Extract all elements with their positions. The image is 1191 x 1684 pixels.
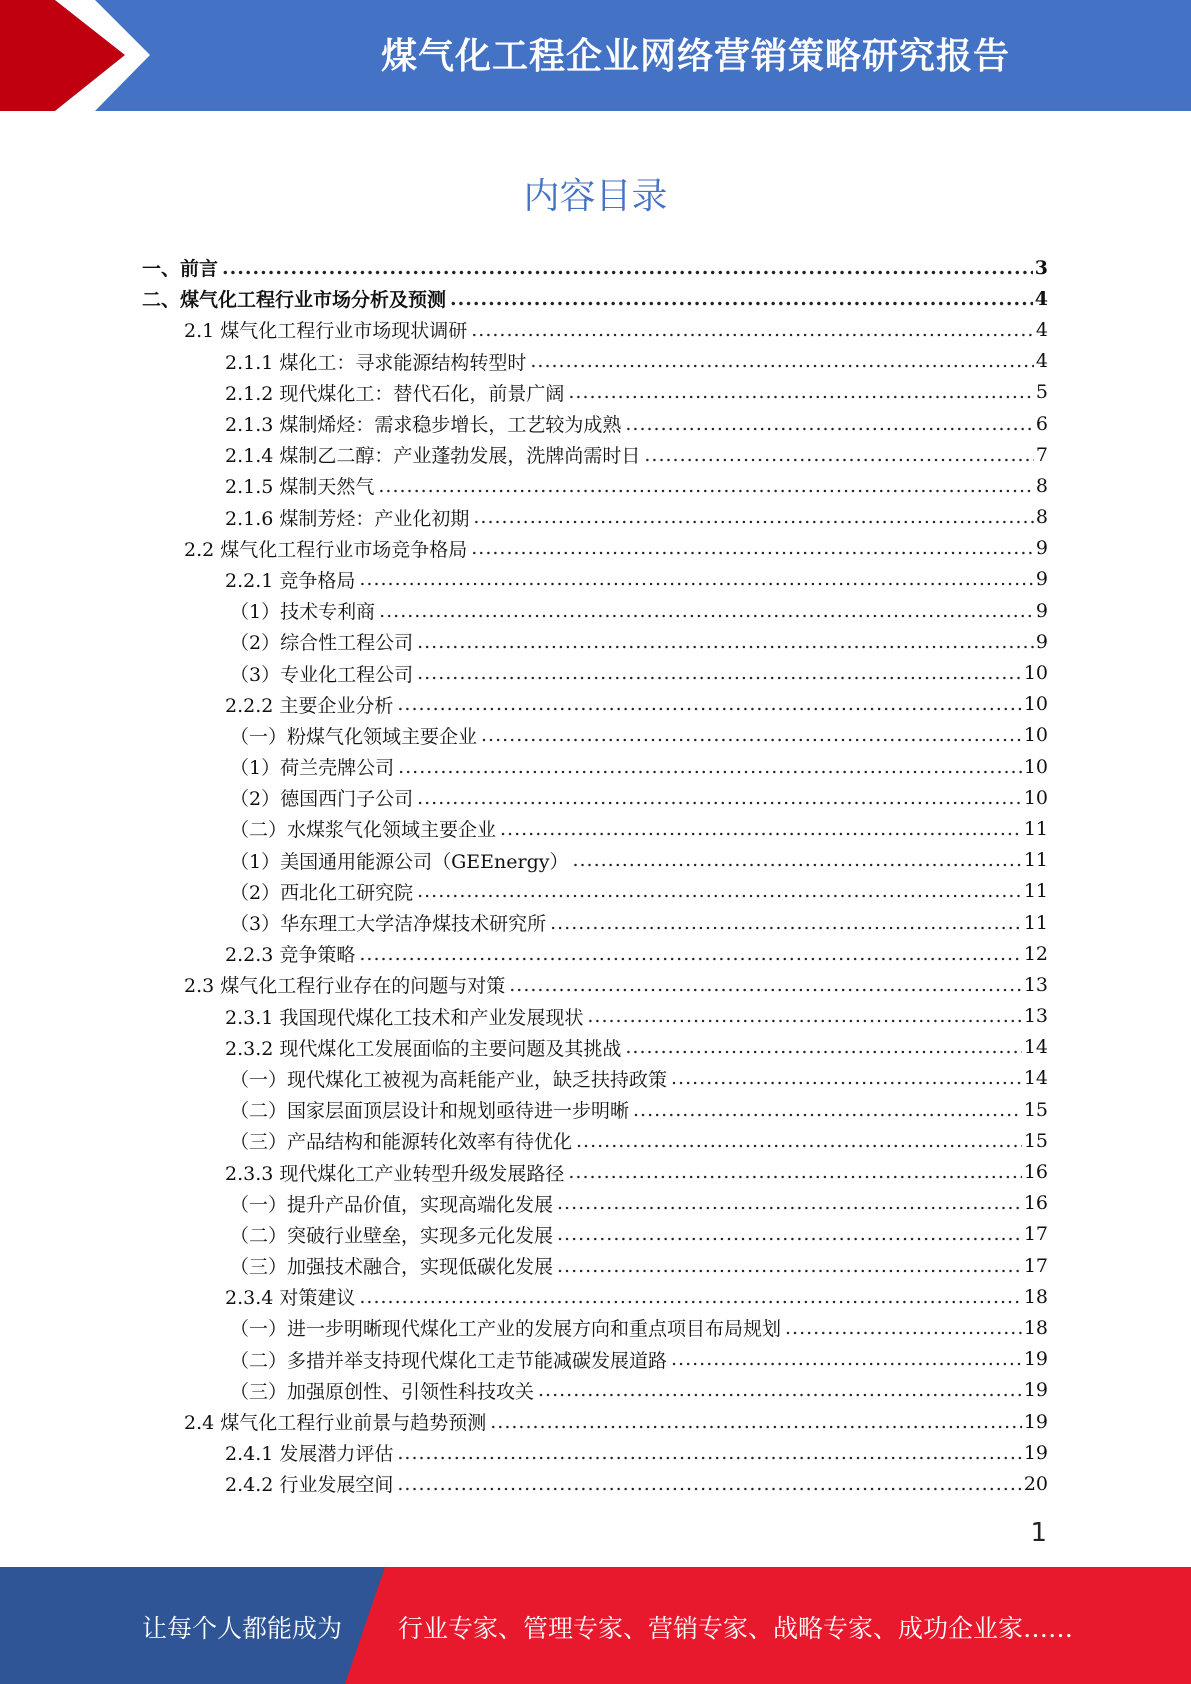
- toc-entry-label: （3）专业化工程公司: [230, 660, 417, 687]
- toc-leader-dots: [398, 756, 1022, 778]
- toc-leader-dots: [671, 1348, 1022, 1370]
- toc-leader-dots: [378, 475, 1034, 497]
- table-of-contents: [142, 252, 1048, 1500]
- toc-entry-label: 2.3 煤气化工程行业存在的问题与对策: [184, 971, 509, 998]
- footer-slogan-right: 行业专家、管理专家、营销专家、战略专家、成功企业家……: [398, 1614, 1074, 1643]
- toc-leader-dots: [576, 1130, 1022, 1152]
- toc-entry[interactable]: [142, 1156, 1048, 1187]
- header-band: [0, 0, 1191, 111]
- toc-entry-label: （三）加强原创性、引领性科技攻关: [230, 1377, 538, 1404]
- toc-leader-dots: [500, 818, 1022, 840]
- toc-leader-dots: [490, 1411, 1022, 1433]
- toc-entry-label: （3）华东理工大学洁净煤技术研究所: [230, 909, 550, 936]
- toc-entry-label: （2）综合性工程公司: [230, 628, 417, 655]
- toc-entry-label: （二）多措并举支持现代煤化工走节能减碳发展道路: [230, 1346, 671, 1373]
- toc-entry-page: 3: [1034, 256, 1048, 279]
- toc-leader-dots: [530, 350, 1034, 372]
- toc-leader-dots: [557, 1223, 1022, 1245]
- toc-entry[interactable]: [142, 1188, 1048, 1219]
- toc-entry[interactable]: [142, 377, 1048, 408]
- toc-entry-page: 4: [1034, 287, 1048, 310]
- toc-entry-label: （一）粉煤气化领域主要企业: [230, 722, 481, 749]
- toc-entry-page: 16: [1023, 1192, 1048, 1215]
- toc-entry-page: 10: [1023, 755, 1048, 778]
- toc-entry-label: 2.2.1 竞争格局: [225, 566, 359, 593]
- toc-entry[interactable]: [142, 1032, 1048, 1063]
- toc-entry[interactable]: [142, 1312, 1048, 1343]
- toc-entry[interactable]: [142, 969, 1048, 1000]
- toc-entry-label: （二）国家层面顶层设计和规划亟待进一步明晰: [230, 1096, 633, 1123]
- toc-entry-page: 8: [1035, 474, 1048, 497]
- page-number: 1: [1030, 1518, 1047, 1548]
- toc-entry[interactable]: [142, 938, 1048, 969]
- toc-entry-page: 18: [1023, 1285, 1048, 1308]
- toc-entry-page: 17: [1023, 1223, 1048, 1246]
- toc-leader-dots: [633, 1099, 1022, 1121]
- toc-entry-label: 2.1.1 煤化工：寻求能源结构转型时: [225, 348, 530, 375]
- toc-entry[interactable]: [142, 876, 1048, 907]
- toc-entry-label: 2.3.4 对策建议: [225, 1283, 359, 1310]
- toc-entry-label: （1）美国通用能源公司（GEEnergy）: [230, 847, 572, 874]
- toc-entry[interactable]: [142, 626, 1048, 657]
- toc-entry-page: 15: [1023, 1098, 1048, 1121]
- toc-entry-label: （一）现代煤化工被视为高耗能产业，缺乏扶持政策: [230, 1065, 671, 1092]
- toc-entry[interactable]: [142, 314, 1048, 345]
- toc-leader-dots: [557, 1255, 1022, 1277]
- toc-entry-page: 13: [1023, 973, 1048, 996]
- toc-entry-label: 一、前言: [142, 254, 222, 281]
- toc-leader-dots: [644, 444, 1034, 466]
- toc-entry-page: 19: [1023, 1410, 1048, 1433]
- toc-entry-label: （二）突破行业壁垒，实现多元化发展: [230, 1221, 557, 1248]
- toc-leader-dots: [397, 693, 1021, 715]
- toc-entry[interactable]: [142, 1375, 1048, 1406]
- toc-leader-dots: [359, 568, 1034, 590]
- report-title: 煤气化工程企业网络营销策略研究报告: [380, 36, 1010, 77]
- toc-leader-dots: [568, 381, 1034, 403]
- toc-entry-label: 2.4.1 发展潜力评估: [225, 1439, 397, 1466]
- toc-entry-page: 19: [1023, 1441, 1048, 1464]
- toc-entry-label: 2.1.4 煤制乙二醇：产业蓬勃发展，洗牌尚需时日: [225, 441, 644, 468]
- footer-band: [0, 1567, 1191, 1684]
- toc-entry-page: 6: [1035, 412, 1048, 435]
- toc-entry-label: （二）水煤浆气化领域主要企业: [230, 815, 500, 842]
- toc-entry-page: 16: [1023, 1161, 1048, 1184]
- toc-entry-page: 10: [1023, 662, 1048, 685]
- toc-entry-page: 13: [1023, 1005, 1048, 1028]
- toc-leader-dots: [359, 1286, 1021, 1308]
- toc-entry-page: 9: [1035, 599, 1048, 622]
- toc-leader-dots: [625, 1036, 1021, 1058]
- toc-entry-page: 4: [1035, 318, 1048, 341]
- toc-entry-label: 2.1 煤气化工程行业市场现状调研: [184, 316, 471, 343]
- toc-leader-dots: [417, 880, 1022, 902]
- toc-leader-dots: [397, 1442, 1021, 1464]
- toc-entry-label: 2.1.6 煤制芳烃：产业化初期: [225, 504, 473, 531]
- toc-entry[interactable]: [142, 907, 1048, 938]
- toc-entry-page: 19: [1023, 1379, 1048, 1402]
- toc-entry-label: 2.4.2 行业发展空间: [225, 1470, 397, 1497]
- toc-entry-label: （2）德国西门子公司: [230, 784, 417, 811]
- toc-entry[interactable]: [142, 813, 1048, 844]
- toc-entry[interactable]: [142, 1250, 1048, 1281]
- toc-entry-page: 14: [1023, 1036, 1048, 1059]
- toc-leader-dots: [417, 662, 1022, 684]
- toc-entry[interactable]: [142, 657, 1048, 688]
- toc-entry[interactable]: [142, 782, 1048, 813]
- toc-entry[interactable]: [142, 1125, 1048, 1156]
- toc-entry[interactable]: [142, 720, 1048, 751]
- toc-entry-label: 2.2.3 竞争策略: [225, 940, 359, 967]
- toc-entry-page: 8: [1035, 506, 1048, 529]
- toc-entry[interactable]: [142, 1281, 1048, 1312]
- toc-leader-dots: [538, 1379, 1022, 1401]
- toc-leader-dots: [557, 1192, 1022, 1214]
- toc-entry-label: （三）加强技术融合，实现低碳化发展: [230, 1252, 557, 1279]
- toc-entry[interactable]: [142, 346, 1048, 377]
- toc-entry[interactable]: [142, 252, 1048, 283]
- toc-entry[interactable]: [142, 283, 1048, 314]
- toc-leader-dots: [359, 943, 1021, 965]
- toc-leader-dots: [379, 600, 1034, 622]
- toc-entry[interactable]: [142, 1063, 1048, 1094]
- toc-leader-dots: [671, 1067, 1022, 1089]
- toc-entry-label: 2.1.5 煤制天然气: [225, 472, 378, 499]
- toc-entry-page: 5: [1035, 381, 1048, 404]
- toc-entry[interactable]: [142, 751, 1048, 782]
- toc-entry[interactable]: [142, 408, 1048, 439]
- toc-leader-dots: [417, 631, 1034, 653]
- toc-entry-page: 10: [1023, 693, 1048, 716]
- toc-entry-page: 20: [1023, 1472, 1048, 1495]
- toc-entry-label: （2）西北化工研究院: [230, 878, 417, 905]
- toc-entry[interactable]: [142, 1094, 1048, 1125]
- toc-leader-dots: [568, 1161, 1021, 1183]
- toc-leader-dots: [450, 288, 1033, 310]
- footer-slogan-left: 让每个人都能成为: [142, 1614, 343, 1643]
- toc-entry-page: 11: [1023, 911, 1048, 934]
- toc-entry-page: 11: [1023, 849, 1048, 872]
- toc-entry-label: 2.2 煤气化工程行业市场竞争格局: [184, 535, 471, 562]
- toc-leader-dots: [417, 787, 1022, 809]
- toc-entry[interactable]: [142, 1406, 1048, 1437]
- toc-leader-dots: [397, 1473, 1021, 1495]
- toc-entry-page: 17: [1023, 1254, 1048, 1277]
- toc-leader-dots: [481, 724, 1022, 746]
- toc-entry-page: 4: [1035, 350, 1048, 373]
- toc-entry[interactable]: [142, 533, 1048, 564]
- toc-entry[interactable]: [142, 595, 1048, 626]
- toc-entry-label: （一）提升产品价值，实现高端化发展: [230, 1190, 557, 1217]
- toc-leader-dots: [222, 257, 1033, 279]
- toc-leader-dots: [471, 319, 1034, 341]
- toc-entry-label: 2.3.1 我国现代煤化工技术和产业发展现状: [225, 1003, 587, 1030]
- toc-entry[interactable]: [142, 845, 1048, 876]
- toc-entry[interactable]: [142, 564, 1048, 595]
- toc-entry[interactable]: [142, 689, 1048, 720]
- toc-entry[interactable]: [142, 502, 1048, 533]
- toc-entry-page: 19: [1023, 1348, 1048, 1371]
- toc-entry-label: （一）进一步明晰现代煤化工产业的发展方向和重点项目布局规划: [230, 1314, 785, 1341]
- toc-entry-page: 9: [1035, 568, 1048, 591]
- toc-entry-label: 2.3.2 现代煤化工发展面临的主要问题及其挑战: [225, 1034, 625, 1061]
- toc-entry-label: 二、煤气化工程行业市场分析及预测: [142, 285, 450, 312]
- toc-entry-label: 2.1.2 现代煤化工：替代石化，前景广阔: [225, 379, 568, 406]
- toc-entry[interactable]: [142, 470, 1048, 501]
- toc-leader-dots: [473, 506, 1034, 528]
- toc-entry[interactable]: [142, 1437, 1048, 1468]
- toc-entry[interactable]: [142, 1001, 1048, 1032]
- toc-entry-page: 9: [1035, 537, 1048, 560]
- toc-entry[interactable]: [142, 1219, 1048, 1250]
- toc-entry-page: 15: [1023, 1129, 1048, 1152]
- toc-leader-dots: [587, 1005, 1021, 1027]
- toc-entry-label: （1）技术专利商: [230, 597, 379, 624]
- toc-entry-page: 7: [1035, 443, 1048, 466]
- toc-entry[interactable]: [142, 1344, 1048, 1375]
- toc-entry-page: 11: [1023, 817, 1048, 840]
- toc-entry-label: 2.3.3 现代煤化工产业转型升级发展路径: [225, 1159, 568, 1186]
- toc-entry-page: 10: [1023, 786, 1048, 809]
- toc-leader-dots: [572, 849, 1021, 871]
- toc-entry-label: 2.4 煤气化工程行业前景与趋势预测: [184, 1408, 490, 1435]
- toc-leader-dots: [550, 912, 1022, 934]
- toc-entry[interactable]: [142, 1468, 1048, 1499]
- toc-heading: 内容目录: [523, 176, 668, 217]
- toc-leader-dots: [471, 537, 1034, 559]
- toc-leader-dots: [625, 413, 1034, 435]
- toc-entry-page: 14: [1023, 1067, 1048, 1090]
- toc-entry[interactable]: [142, 439, 1048, 470]
- toc-entry-page: 10: [1023, 724, 1048, 747]
- toc-entry-label: （三）产品结构和能源转化效率有待优化: [230, 1127, 576, 1154]
- toc-entry-page: 12: [1023, 942, 1048, 965]
- toc-leader-dots: [785, 1317, 1022, 1339]
- toc-entry-page: 18: [1023, 1316, 1048, 1339]
- toc-entry-label: （1）荷兰壳牌公司: [230, 753, 398, 780]
- toc-entry-label: 2.2.2 主要企业分析: [225, 691, 397, 718]
- toc-entry-label: 2.1.3 煤制烯烃：需求稳步增长，工艺较为成熟: [225, 410, 625, 437]
- toc-entry-page: 11: [1023, 880, 1048, 903]
- toc-entry-page: 9: [1035, 630, 1048, 653]
- toc-leader-dots: [509, 974, 1022, 996]
